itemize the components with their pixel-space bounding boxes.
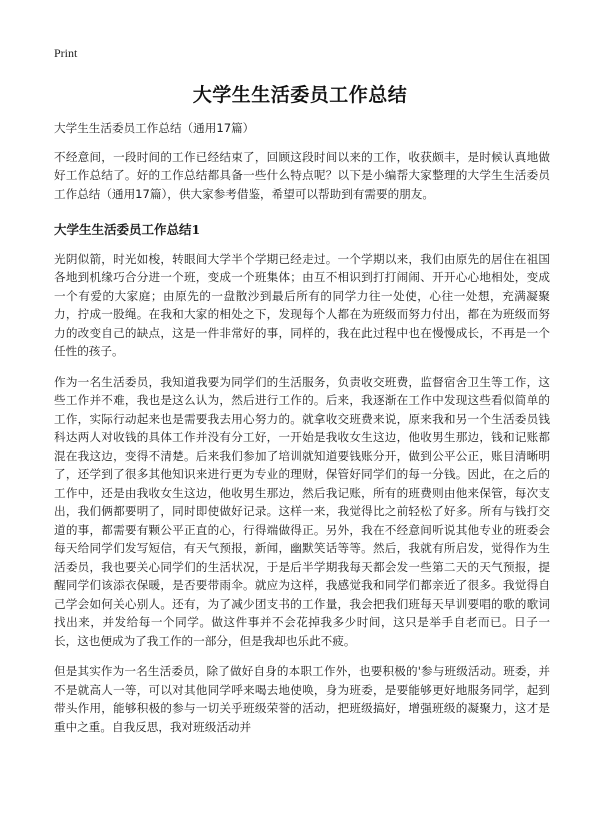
body-paragraph-3: 但是其实作为一名生活委员，除了做好自身的本职工作外，也要积极的'参与班级活动。班委，并不是就高人一等，可以对其他同学呼来喝去地使唤，身为班委，是要能够更好地服务同学，起到带头作用，能够积极的参与一切关乎班级荣誉的活动，把班级搞好，增强班级的凝聚力，这才是重中之重。自我反思，我对班级活动并 [54,664,550,734]
section-heading: 大学生生活委员工作总结1 [54,222,201,237]
document-subtitle: 大学生生活委员工作总结（通用17篇） [54,121,255,135]
print-link[interactable]: Print [54,46,78,60]
body-paragraph-2: 作为一名生活委员，我知道我要为同学们的生活服务，负责收交班费，监督宿舍卫生等工作，这些工作并不难，我也是这么认为，然后进行工作的。后来，我逐渐在工作中发现这些看似简单的工作，实际行动起来也是需要我去用心努力的。就拿收交班费来说，原来我和另一个生活委员钱科达两人对收钱的具体工作并没有分工好，一开始是我收女生这边，他收男生那边，钱和记账都混在我这边，变得不清楚。后来我们参加了培训就知道要钱账分开，做到公平公正，账目清晰明了，还学到了很多其他知识来进行更为专业的理财，保管好同学们的每一分钱。因此，在之后的工作中，还是由我收女生这边，他收男生那边，然后我记账，所有的班费则由他来保管，每次支出，我们俩都要明了，同时即使做好记录。这样一来，我觉得比之前轻松了好多。所有与钱打交道的事，都需要有颗公平正直的心，行得端做得正。另外，我在不经意间听说其他专业的班委会每天给同学们发写短信，有天气预报，新闻，幽默笑话等等。然后，我就有所启发，觉得作为生活委员，我也要关心同学们的生活状况，于是后半学期我每天都会发一些第二天的天气预报，提醒同学们该添衣保暖，是否要带雨伞。就应为这样，我感觉我和同学们都亲近了很多。我觉得自己学会如何关心别人。还有，为了减少团支书的工作量，我会把我们班每天早训要唱的歌的歌词找出来，并发给每一个同学。做这件事并不会花掉我多少时间，这只是举手自老而已。日子一长，这也便成为了我工作的一部分，但是我却也乐此不疲。 [54,374,550,648]
intro-paragraph: 不经意间，一段时间的工作已经结束了，回顾这段时间以来的工作，收获颇丰，是时候认真地做好工作总结了。好的工作总结都具备一些什么特点呢？以下是小编帮大家整理的大学生生活委员工作总结（通用17篇），供大家参考借鉴，希望可以帮助到有需要的朋友。 [54,149,550,201]
document-body [54,119,550,748]
body-paragraph-1: 光阴似箭，时光如梭，转眼间大学半个学期已经走过。一个学期以来，我们由原先的居住在祖国各地到机缘巧合分进一个班，变成一个班集体；由互不相识到打打闹闹、开开心心地相处，变成一个有爱的大家庭；由原先的一盘散沙到最后所有的同学力往一处使，心往一处想，充满凝聚力，拧成一股绳。在我和大家的相处之下，发现每个人都在为班级而努力付出，都在为班级而努力的改变自己的缺点，这是一件非常好的事，同样的，我在此过程中也在慢慢成长，不再是一个任性的孩子。 [54,251,550,358]
document-title: 大学生生活委员工作总结 [192,84,408,106]
